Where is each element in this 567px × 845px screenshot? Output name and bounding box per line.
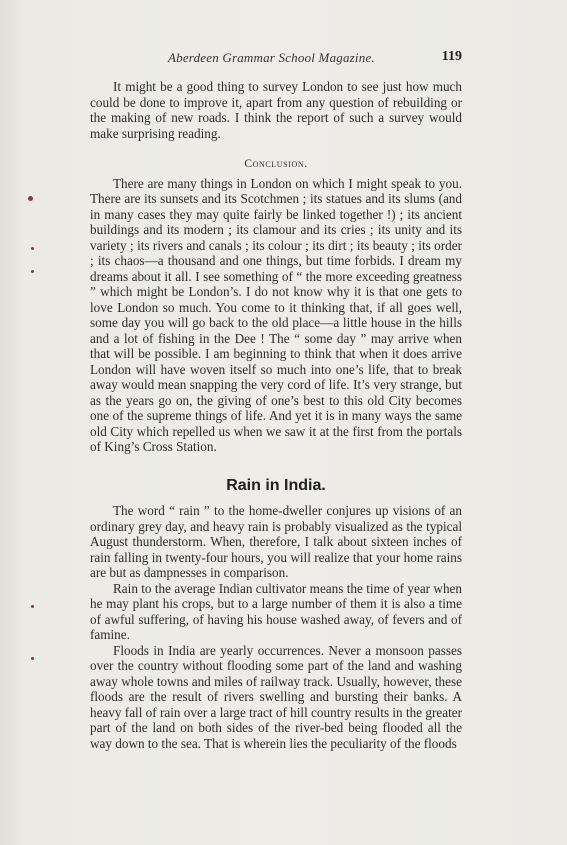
article-paragraph: The word “ rain ” to the home-dweller conjures up visions of an ordinary grey day, and heavy rain is probably visualized as the typical August thunderstorm. When, therefore, I talk about sixteen inches of rain falling in twenty-four hours, you will realize that your home rains are but as dampnesses in comparison. xyxy=(90,503,462,580)
section-heading: Conclusion. xyxy=(244,158,308,170)
page-number: 119 xyxy=(441,49,462,64)
intro-paragraph: It might be a good thing to survey London to see just how much could be done to improve it, apart from any question of rebuilding or the making of new roads. I think the report of such a survey would make surprising reading. xyxy=(90,79,462,141)
article-paragraph: Floods in India are yearly occurrences. Never a monsoon passes over the country without flooding some part of the land and washing away whole towns and miles of railway track. Usually, however, these floods are the result of rivers swelling and bursting their banks. A heavy fall of rain over a large tract of hill country results in the greater part of the land on both sides of the river-bed being flooded all the way down to the sea. That is wherein lies the peculiarity of the floods xyxy=(90,642,462,751)
page-mark xyxy=(31,605,34,608)
article-paragraph: Rain to the average Indian cultivator means the time of year when he may plant his crops, but to a large number of them it is also a time of awful suffering, of having his house washed away, of fevers and of famine. xyxy=(90,580,462,642)
page-mark xyxy=(31,270,34,273)
page-mark xyxy=(31,657,34,660)
page-content xyxy=(90,79,462,751)
page-mark xyxy=(31,247,34,250)
conclusion-paragraph: There are many things in London on which I might speak to you. There are its sunsets and its Scotchmen ; its statues and its slums (and in many cases they may quite fairly be linked together !) ; its ancient buildings and its modern ; its clamour and its cries ; its unity and its variety ; its rivers and canals ; its colour ; its dirt ; its beauty ; its order ; its chaos—a thousand and one things, but time forbids. I dream my dreams about it all. I see something of “ the more exceeding greatness ” which might be London’s. I do not know why it is that one gets to love London so much. You come to it thinking that, if all goes well, some day you will go back to the old place—a little house in the hills and a lot of fishing in the Dee ! The “ some day ” may arrive when that will be possible. I am beginning to think that when it does arrive London will have woven itself so much into one’s life, that to break away would mean snapping the very cord of life. It’s very strange, but as the years go on, the giving of one’s best to this old City becomes one of the supreme things of life. And yet it is in many ways the same old City which repelled us when we saw it at the first from the portals of King’s Cross Station. xyxy=(90,175,462,454)
article-title: Rain in India. xyxy=(226,476,326,494)
running-title: Aberdeen Grammar School Magazine. xyxy=(168,50,375,65)
page-mark xyxy=(28,196,33,201)
running-header xyxy=(90,50,462,70)
